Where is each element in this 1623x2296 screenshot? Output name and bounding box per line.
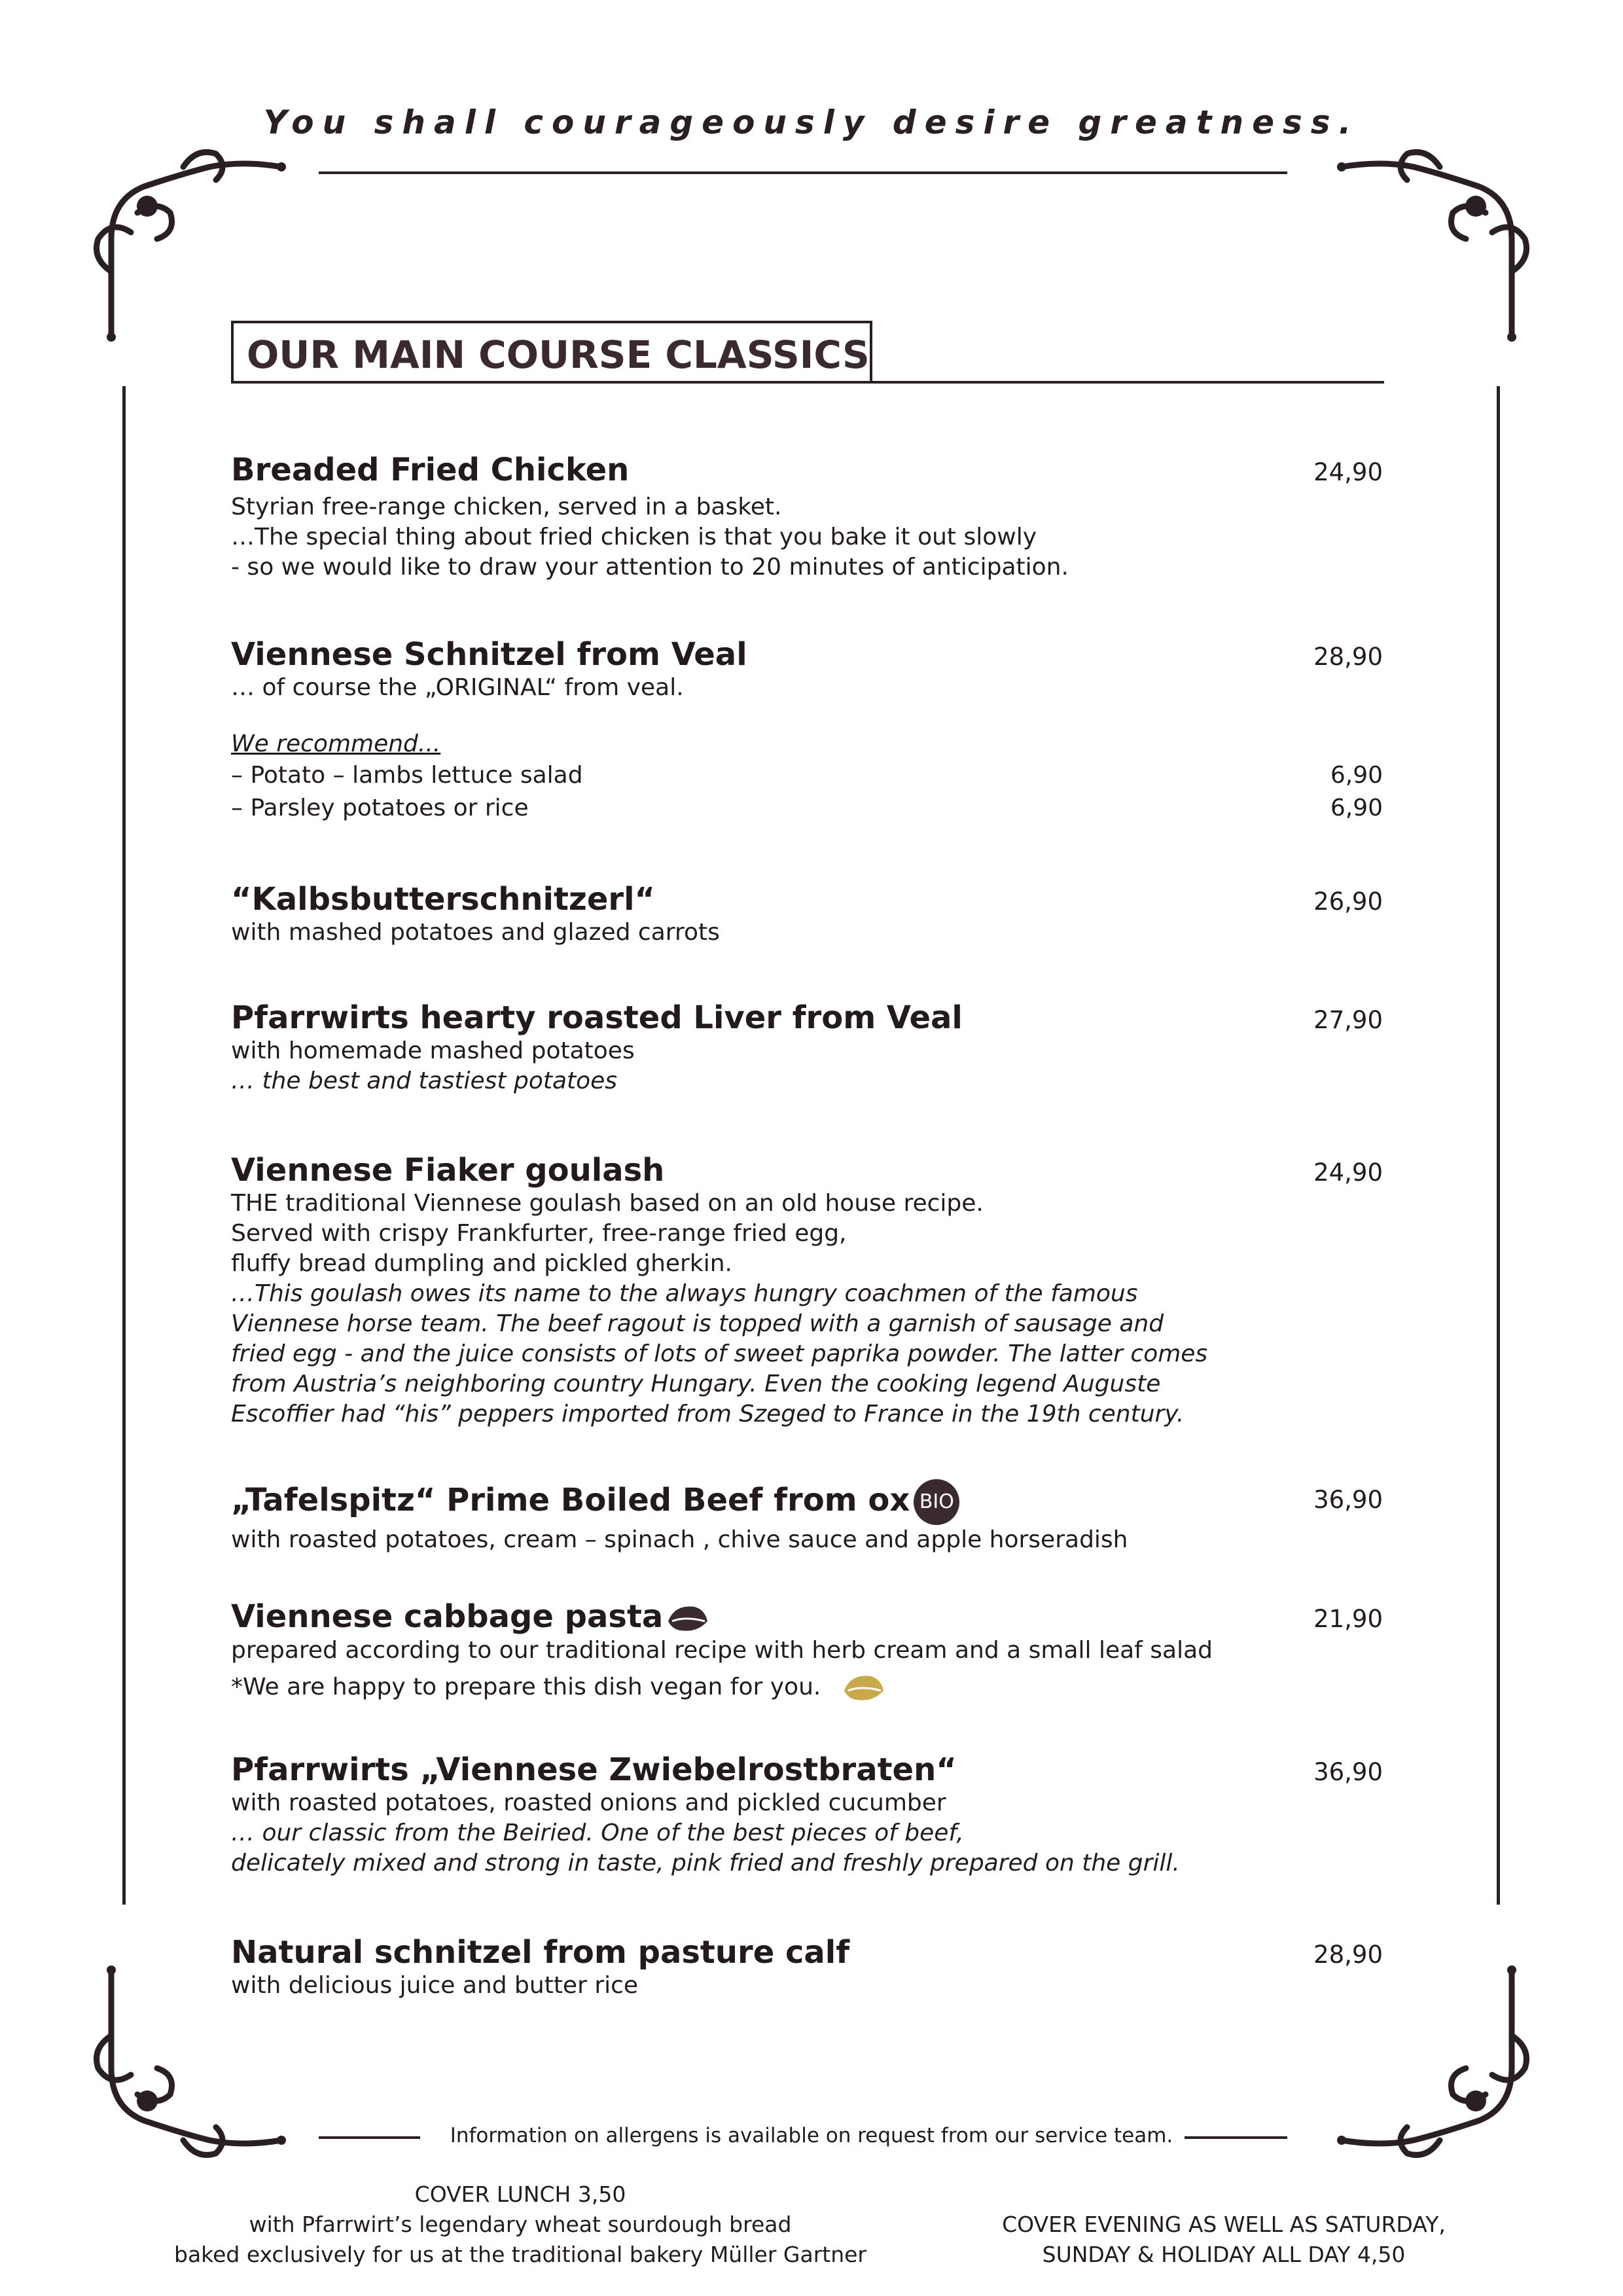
motto: You shall courageously desire greatness. (263, 103, 1360, 141)
dish-description: fluffy bread dumpling and pickled gherkin. (231, 1250, 732, 1277)
dish-description: with mashed potatoes and glazed carrots (231, 919, 720, 946)
vegan-leaf-icon (842, 1671, 886, 1705)
menu-item (231, 1598, 1383, 1705)
corner-ornament-top-right (1329, 141, 1538, 350)
dish-name: „Tafelspitz“ Prime Boiled Beef from ox (231, 1482, 910, 1518)
dish-description: Styrian free-range chicken, served in a basket. (231, 493, 782, 520)
section-title: OUR MAIN COURSE CLASSICS (247, 332, 870, 377)
dish-price: 24,90 (1313, 458, 1383, 486)
dish-description: delicately mixed and strong in taste, pink fried and freshly prepared on the grill. (231, 1850, 1180, 1876)
dish-name: Pfarrwirts „Viennese Zwiebelrostbraten“ (231, 1751, 957, 1788)
cover-evening-line: COVER EVENING AS WELL AS SATURDAY, (1002, 2212, 1446, 2237)
dish-description: - so we would like to draw your attention to 20 minutes of anticipation. (231, 554, 1069, 581)
recommend-heading: We recommend... (231, 730, 441, 757)
dish-name: Viennese cabbage pasta (231, 1598, 664, 1635)
dish-name: Pfarrwirts hearty roasted Liver from Veal (231, 999, 963, 1036)
dish-price: 27,90 (1313, 1006, 1383, 1034)
menu-item (231, 1479, 1383, 1555)
vegan-note: *We are happy to prepare this dish vegan for you. (231, 1674, 821, 1700)
dish-price: 28,90 (1313, 643, 1383, 671)
allergen-note: Information on allergens is available on request from our service team. (450, 2124, 1173, 2147)
dish-description: … the best and tastiest potatoes (231, 1067, 618, 1094)
dish-description: from Austria’s neighboring country Hungary. Even the cooking legend Auguste (231, 1371, 1161, 1397)
dish-price: 21,90 (1313, 1605, 1383, 1633)
side-label: – Parsley potatoes or rice (231, 795, 529, 821)
side-item (231, 792, 1383, 825)
dish-price: 36,90 (1313, 1486, 1383, 1514)
side-price: 6,90 (1330, 795, 1383, 821)
dish-name-row (231, 1479, 1383, 1525)
menu-item (231, 1152, 1383, 1429)
frame-left-line (122, 386, 126, 1905)
dish-name: Viennese Schnitzel from Veal (231, 636, 747, 673)
dish-description: …This goulash owes its name to the always hungry coachmen of the famous (231, 1280, 1138, 1307)
dish-description: with roasted potatoes, roasted onions and pickled cucumber (231, 1789, 946, 1816)
dish-price: 28,90 (1313, 1941, 1383, 1969)
section-title-box (231, 321, 872, 384)
dish-name: Viennese Fiaker goulash (231, 1152, 665, 1189)
dish-description: Served with crispy Frankfurter, free-range fried egg, (231, 1220, 847, 1247)
dish-description: …The special thing about fried chicken is that you bake it out slowly (231, 524, 1037, 550)
side-item (231, 759, 1383, 792)
menu-item (231, 1934, 1383, 2001)
side-price: 6,90 (1330, 762, 1383, 789)
dish-description: prepared according to our traditional recipe with herb cream and a small leaf salad (231, 1637, 1213, 1664)
dish-price: 26,90 (1313, 888, 1383, 916)
dish-price: 24,90 (1313, 1158, 1383, 1187)
cover-lunch-line: COVER LUNCH 3,50 (414, 2181, 626, 2207)
bio-badge: BIO (914, 1479, 959, 1525)
side-label: – Potato – lambs lettuce salad (231, 762, 583, 789)
leaf-icon (666, 1602, 710, 1636)
dish-description: Viennese horse team. The beef ragout is topped with a garnish of sausage and (231, 1310, 1164, 1337)
menu-item (231, 881, 1383, 948)
menu-item (231, 999, 1383, 1096)
cover-evening (929, 2210, 1518, 2270)
menu-item (231, 636, 1383, 825)
dish-description: … of course the „ORIGINAL“ from veal. (231, 674, 684, 701)
cover-lunch (151, 2179, 890, 2270)
dish-name-row (231, 1598, 1383, 1636)
corner-ornament-top-left (85, 141, 294, 350)
dish-name: Natural schnitzel from pasture calf (231, 1934, 850, 1971)
frame-right-line (1497, 386, 1500, 1905)
dish-description: with roasted potatoes, cream – spinach , chive sauce and apple horseradish (231, 1526, 1128, 1553)
motto-underline (319, 171, 1287, 174)
vegan-note-row (231, 1671, 1383, 1705)
dish-description: Escoffier had “his” peppers imported from Szeged to France in the 19th century. (231, 1401, 1185, 1427)
dish-description: … our classic from the Beiried. One of the best pieces of beef, (231, 1820, 964, 1846)
menu-item (231, 452, 1383, 583)
cover-evening-line: SUNDAY & HOLIDAY ALL DAY 4,50 (1042, 2242, 1406, 2267)
dish-description: fried egg - and the juice consists of lots of sweet paprika powder. The latter comes (231, 1340, 1208, 1367)
menu-item (231, 1751, 1383, 1878)
dish-description: with delicious juice and butter rice (231, 1972, 639, 1999)
dish-description: THE traditional Viennese goulash based on an old house recipe. (231, 1190, 984, 1217)
dish-price: 36,90 (1313, 1758, 1383, 1786)
dish-name: “Kalbsbutterschnitzerl“ (231, 881, 656, 918)
dish-name: Breaded Fried Chicken (231, 452, 630, 488)
section-title-rule (872, 381, 1384, 384)
cover-lunch-line: with Pfarrwirt’s legendary wheat sourdough bread (249, 2212, 792, 2237)
cover-lunch-line: baked exclusively for us at the traditional bakery Müller Gartner (174, 2242, 866, 2267)
dish-description: with homemade mashed potatoes (231, 1037, 635, 1064)
